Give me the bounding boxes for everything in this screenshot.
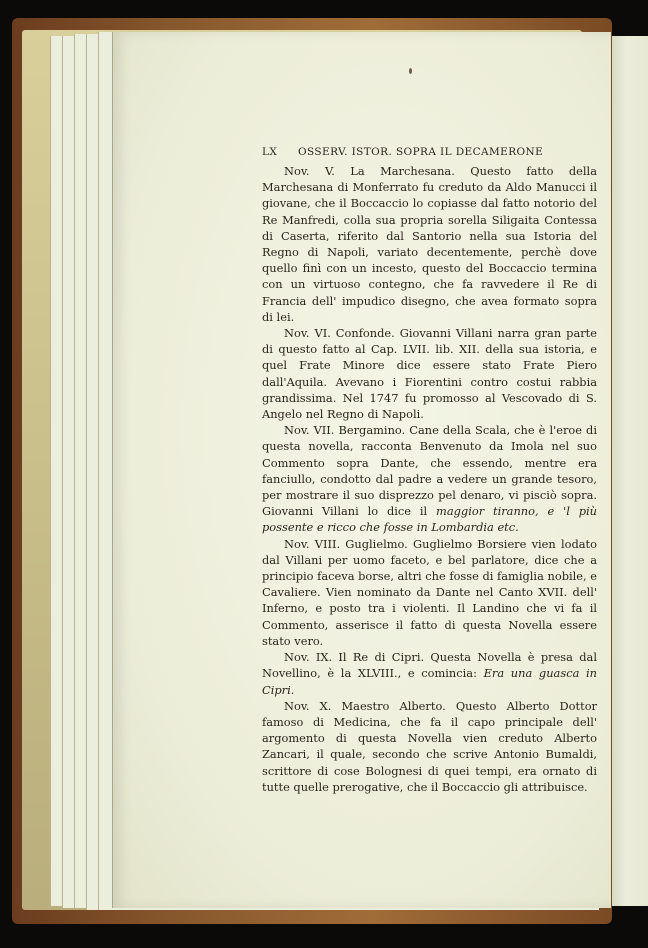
ink-spot: [409, 68, 412, 74]
paragraph-nov-10: [262, 698, 597, 795]
paragraph-italic: Era una guasca in Cipri.: [262, 666, 598, 697]
paragraph-text: Nov. VI. Confonde. Giovanni Villani narra gran parte di questo fatto al Cap. LVII. lib. XII. della sua istoria, e quel Frate Minore dice essere stato Frate Piero dall'Aquila. Avevano i Fiorentini contro costui rabbia grandissima. Nel 1747 fu promosso al Vescovado di S. Angelo nel Regno di Napoli.: [262, 326, 597, 422]
paragraph-text: Nov. IX. Il Re di Cipri. Questa Novella è presa dal Novellino, è la XLVIII., e comincia:: [262, 650, 597, 681]
paragraph-nov-9: [262, 649, 597, 698]
running-title: OSSERV. ISTOR. SOPRA IL DECAMERONE: [298, 146, 544, 158]
paragraph-text: Nov. X. Maestro Alberto. Questo Alberto Dottor famoso di Medicina, che fa il capo principale dell' argomento di questa Novella vien creduto Alberto Zancari, il quale, secondo che scrive Antonio Bumaldi, scrittore di cose Bolognesi di quei tempi, era ornato di tutte quelle prerogative, che il Boccaccio gli attribuisce.: [262, 698, 597, 794]
paragraph-text: Nov. VII. Bergamino. Cane della Scala, che è l'eroe di questa novella, racconta Benvenuto da Imola nel suo Commento sopra Dante, che essendo, mentre era fanciullo, condotto dal padre a vedere un grande tesoro, per mostrare il suo disprezzo pel denaro, vi pisciò sopra. Giovanni Villani lo dice il: [262, 423, 597, 519]
paragraph-nov-8: [262, 536, 597, 649]
running-header: [262, 144, 597, 160]
page-number: LX: [262, 146, 278, 158]
facing-page-edge: [612, 36, 648, 906]
page-text: [262, 144, 597, 795]
paragraph-text: Nov. V. La Marchesana. Questo fatto della Marchesana di Monferrato fu creduto da Aldo Manucci il giovane, che il Boccaccio lo copiasse dal fatto notorio del Re Manfredi, colla sua propria sorella Siligaita Contessa di Caserta, riferito dal Santorio nella sua Istoria del Regno di Napoli, variato decentemente, perchè dove quello finì con un incesto, questo del Boccaccio termina con un virtuoso contegno, che fa ravvedere il Re di Francia dell' impudico disegno, che avea formato sopra di lei.: [262, 164, 597, 324]
paragraph-italic: maggior tiranno, e 'l più possente e ricco che fosse in Lombardia etc.: [262, 504, 598, 535]
paragraph-nov-7: [262, 422, 597, 535]
paragraph-nov-5: [262, 163, 597, 325]
paragraph-text: Nov. VIII. Guglielmo. Guglielmo Borsiere vien lodato dal Villani per uomo faceto, e bel parlatore, dice che a principio faceva borse, altri che fosse di famiglia nobile, e Cavaliere. Vien nominato da Dante nel Canto XVII. dell' Inferno, e posto tra i violenti. Il Landino che vi fa il Commento, asserisce il fatto di questa Novella essere stato vero.: [262, 536, 597, 648]
paragraph-nov-6: [262, 325, 597, 422]
